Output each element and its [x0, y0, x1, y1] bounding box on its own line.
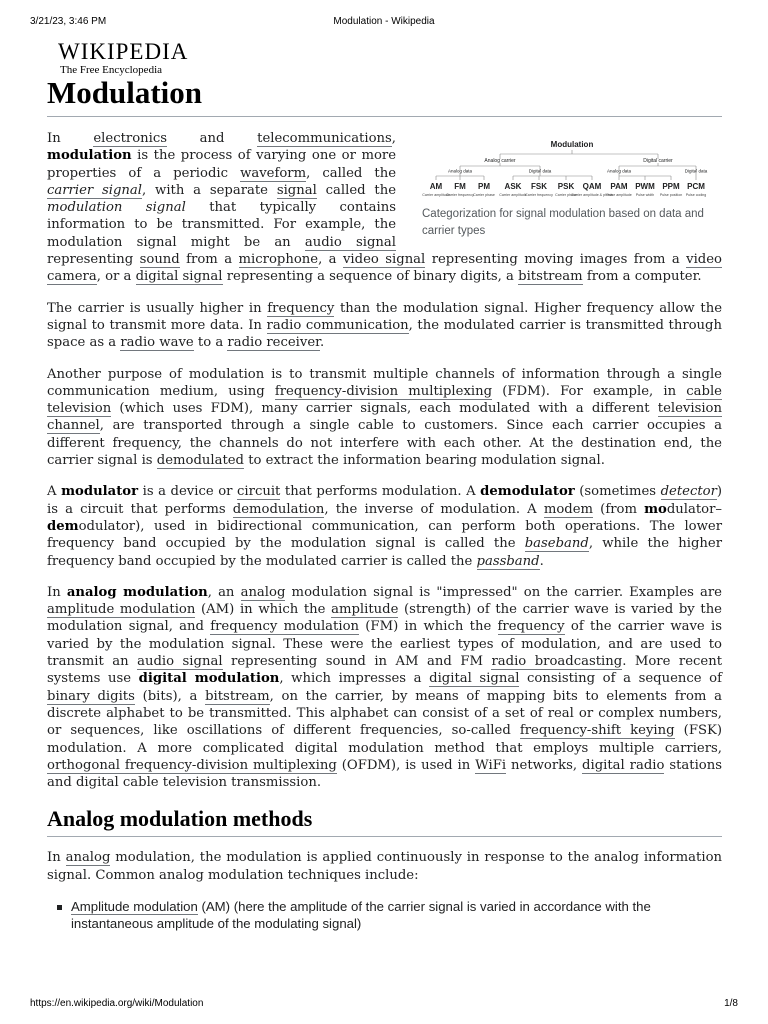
- paragraph-analog-digital: In analog modulation, an analog modulation signal is "impressed" on the carrier. Examples are amplitude modulation (AM) in which the amplitude (strength) of the carrier wave is varied by the modulation signal, and frequency modulation (FM) in which the frequency of the carrier wave is varied by the modulation signal. These were the earliest types of modulation, and are used to transmit an audio signal representing sound in AM and FM radio broadcasting. More recent systems use digital modulation, which impresses a digital signal consisting of a sequence of binary digits (bits), a bitstream, on the carrier, by means of mapping bits to elements from a discrete alphabet to be transmitted. This alphabet can consist of a set of real or complex numbers, or sequences, like oscillations of different frequencies, so-called frequency-shift keying (FSK) modulation. A more complicated digital modulation method that employs multiple carriers, orthogonal frequency-division multiplexing (OFDM), is used in WiFi networks, digital radio stations and digital cable television transmission.: [47, 584, 722, 791]
- bold-term: digital modulation: [138, 671, 280, 687]
- italic-term: modulation signal: [47, 200, 186, 216]
- diagram-method-desc: Carrier phase: [555, 193, 577, 197]
- diagram-method-pam: PAM: [610, 182, 628, 191]
- print-header: [30, 16, 738, 30]
- diagram-method-desc: Pulse width: [635, 193, 655, 197]
- link-electronics[interactable]: electronics: [93, 131, 167, 146]
- diagram-data-type: Analog data: [447, 168, 473, 174]
- print-footer: [30, 998, 738, 1012]
- link-passband[interactable]: passband: [476, 553, 540, 569]
- diagram-method-fsk: FSK: [531, 182, 547, 191]
- link-amplitude-modulation[interactable]: Amplitude modulation: [71, 898, 198, 914]
- link-carrier-signal[interactable]: carrier signal: [47, 182, 143, 198]
- diagram-method-desc: Carrier amplitude: [422, 193, 450, 197]
- print-datetime: 3/21/23, 3:46 PM: [30, 16, 107, 27]
- link-sound[interactable]: sound: [139, 252, 180, 268]
- link-frequency[interactable]: frequency: [497, 619, 565, 635]
- link-binary-digits[interactable]: binary digits: [47, 688, 135, 704]
- paragraph-analog-methods: In analog modulation, the modulation is applied continuously in response to the analog information signal. Common analog modulation techniques include:: [47, 850, 722, 883]
- paragraph-carrier: The carrier is usually higher in frequency than the modulation signal. Higher frequency allow the signal to transmit more data. In radio communication, the modulated carrier is transmitted through space as a radio wave to a radio receiver.: [47, 300, 722, 351]
- figure-caption: Categorization for signal modulation based on data and carrier types: [422, 208, 704, 237]
- link-audio-signal[interactable]: audio signal: [304, 234, 396, 250]
- bold-term: modulator: [61, 484, 139, 500]
- link-waveform[interactable]: waveform: [240, 165, 307, 181]
- diagram-method-desc: Carrier amplitude: [499, 193, 527, 197]
- modulation-taxonomy-diagram: [422, 132, 722, 204]
- figure-modulation-categorization[interactable]: [422, 132, 722, 240]
- bold-term: modulation: [47, 148, 132, 164]
- link-ofdm[interactable]: orthogonal frequency-division multiplexing: [47, 757, 337, 773]
- link-circuit[interactable]: circuit: [237, 484, 281, 500]
- list-item: Amplitude modulation (AM) (here the amplitude of the carrier signal is varied in accordance with the instantaneous amplitude of the modulating signal): [71, 898, 722, 932]
- diagram-method-pwm: PWM: [635, 182, 655, 191]
- paragraph-intro: In electronics and telecommunications, modulation is the process of varying one or more properties of a periodic waveform, called the carrier signal, with a separate signal called the modulation signal that typically contains information to be transmitted. For example, the modulation signal might be an audio signal representing sound from a microphone, a video signal representing moving images from a video camera, or a digital signal representing a sequence of binary digits, a bitstream from a computer.: [47, 131, 722, 285]
- diagram-method-fm: FM: [454, 182, 466, 191]
- link-radio-broadcasting[interactable]: radio broadcasting: [491, 654, 623, 670]
- link-demodulation[interactable]: demodulation: [232, 501, 325, 517]
- paragraph-fdm: Another purpose of modulation is to transmit multiple channels of information through a single communication medium, using frequency-division multiplexing (FDM). For example, in cable television (which uses FDM), many carrier signals, each modulated with a different television channel, are transported through a single cable to customers. Since each carrier occupies a different frequency, the channels do not interfere with each other. At the destination end, the carrier signal is demodulated to extract the information bearing modulation signal.: [47, 366, 722, 469]
- link-detector[interactable]: detector: [660, 484, 717, 500]
- diagram-method-desc: Pulse amplitude: [606, 193, 632, 197]
- link-amplitude[interactable]: amplitude: [331, 602, 399, 618]
- diagram-method-desc: Pulse coding: [685, 193, 707, 197]
- diagram-method-ppm: PPM: [662, 182, 680, 191]
- print-url: https://en.wikipedia.org/wiki/Modulation: [30, 998, 204, 1009]
- link-analog[interactable]: analog: [240, 584, 286, 600]
- link-modem[interactable]: modem: [543, 501, 594, 517]
- diagram-method-desc: Carrier frequency: [446, 193, 474, 197]
- link-wifi[interactable]: WiFi: [475, 757, 507, 773]
- print-page-title: Modulation - Wikipedia: [333, 16, 435, 27]
- link-radio-communication[interactable]: radio communication: [266, 317, 409, 333]
- link-cable-television[interactable]: cable television: [47, 383, 722, 417]
- diagram-data-type: Digital data: [684, 168, 708, 174]
- diagram-method-desc: Carrier frequency: [525, 193, 553, 197]
- link-frequency-division-multiplexing[interactable]: frequency-division multiplexing: [274, 383, 493, 399]
- diagram-data-type: Analog data: [606, 168, 632, 174]
- bold-term: demodulator: [480, 484, 575, 500]
- bold-term: mo: [644, 501, 667, 517]
- link-amplitude-modulation[interactable]: amplitude modulation: [47, 602, 196, 618]
- diagram-carrier: Analog carrier: [484, 158, 516, 164]
- link-digital-radio[interactable]: digital radio: [582, 757, 665, 773]
- link-video-camera[interactable]: video camera: [47, 252, 722, 285]
- link-bitstream[interactable]: bitstream: [518, 269, 583, 285]
- logo-tagline: The Free Encyclopedia: [60, 64, 163, 76]
- print-page-number: 1/8: [724, 998, 738, 1009]
- diagram-method-psk: PSK: [557, 182, 575, 191]
- diagram-method-am: AM: [429, 182, 443, 191]
- diagram-method-desc: Pulse position: [659, 193, 683, 197]
- link-digital-signal[interactable]: digital signal: [135, 269, 223, 285]
- link-baseband[interactable]: baseband: [524, 536, 589, 552]
- paragraph-modulator: A modulator is a device or circuit that performs modulation. A demodulator (sometimes detector) is a circuit that performs demodulation, the inverse of modulation. A modem (from modulator–demodulator), used in bidirectional communication, can perform both operations. The lower frequency band occupied by the modulation signal is called the baseband, while the higher frequency band occupied by the modulated carrier is called the passband.: [47, 484, 723, 569]
- link-digital-signal[interactable]: digital signal: [429, 671, 520, 687]
- wikipedia-logo[interactable]: [58, 40, 188, 76]
- link-telecommunications[interactable]: telecommunications: [257, 131, 392, 146]
- link-video-signal[interactable]: video signal: [342, 252, 426, 268]
- diagram-method-qam: QAM: [582, 182, 602, 191]
- diagram-method-pm: PM: [478, 182, 490, 191]
- link-analog[interactable]: analog: [65, 850, 111, 866]
- link-radio-receiver[interactable]: radio receiver: [227, 335, 320, 351]
- link-frequency[interactable]: frequency: [267, 300, 335, 316]
- link-radio-wave[interactable]: radio wave: [120, 335, 194, 351]
- analog-methods-list: [47, 898, 722, 932]
- diagram-method-desc: Carrier phase: [473, 193, 495, 197]
- diagram-method-desc: Carrier amplitude & phase: [571, 193, 613, 197]
- article-body: [47, 130, 722, 932]
- diagram-method-ask: ASK: [504, 182, 522, 191]
- diagram-root: Modulation: [550, 140, 594, 149]
- link-microphone[interactable]: microphone: [238, 252, 319, 268]
- diagram-data-type: Digital data: [528, 168, 552, 174]
- diagram-method-pcm: PCM: [687, 182, 705, 191]
- link-audio-signal[interactable]: audio signal: [137, 654, 223, 670]
- page-title: Modulation: [47, 72, 722, 117]
- link-television-channel[interactable]: television channel: [47, 401, 722, 434]
- logo-wordmark: WIKIPEDIA: [58, 39, 189, 64]
- diagram-carrier: Digital carrier: [643, 158, 673, 164]
- link-bitstream[interactable]: bitstream: [205, 688, 270, 704]
- link-frequency-modulation[interactable]: frequency modulation: [210, 619, 359, 635]
- section-heading-analog: Analog modulation methods: [47, 805, 722, 837]
- bold-term: analog modulation: [66, 584, 208, 600]
- bold-term: dem: [47, 518, 79, 534]
- link-frequency-shift-keying[interactable]: frequency-shift keying: [519, 723, 675, 739]
- link-signal[interactable]: signal: [276, 182, 317, 198]
- link-demodulated[interactable]: demodulated: [156, 453, 245, 469]
